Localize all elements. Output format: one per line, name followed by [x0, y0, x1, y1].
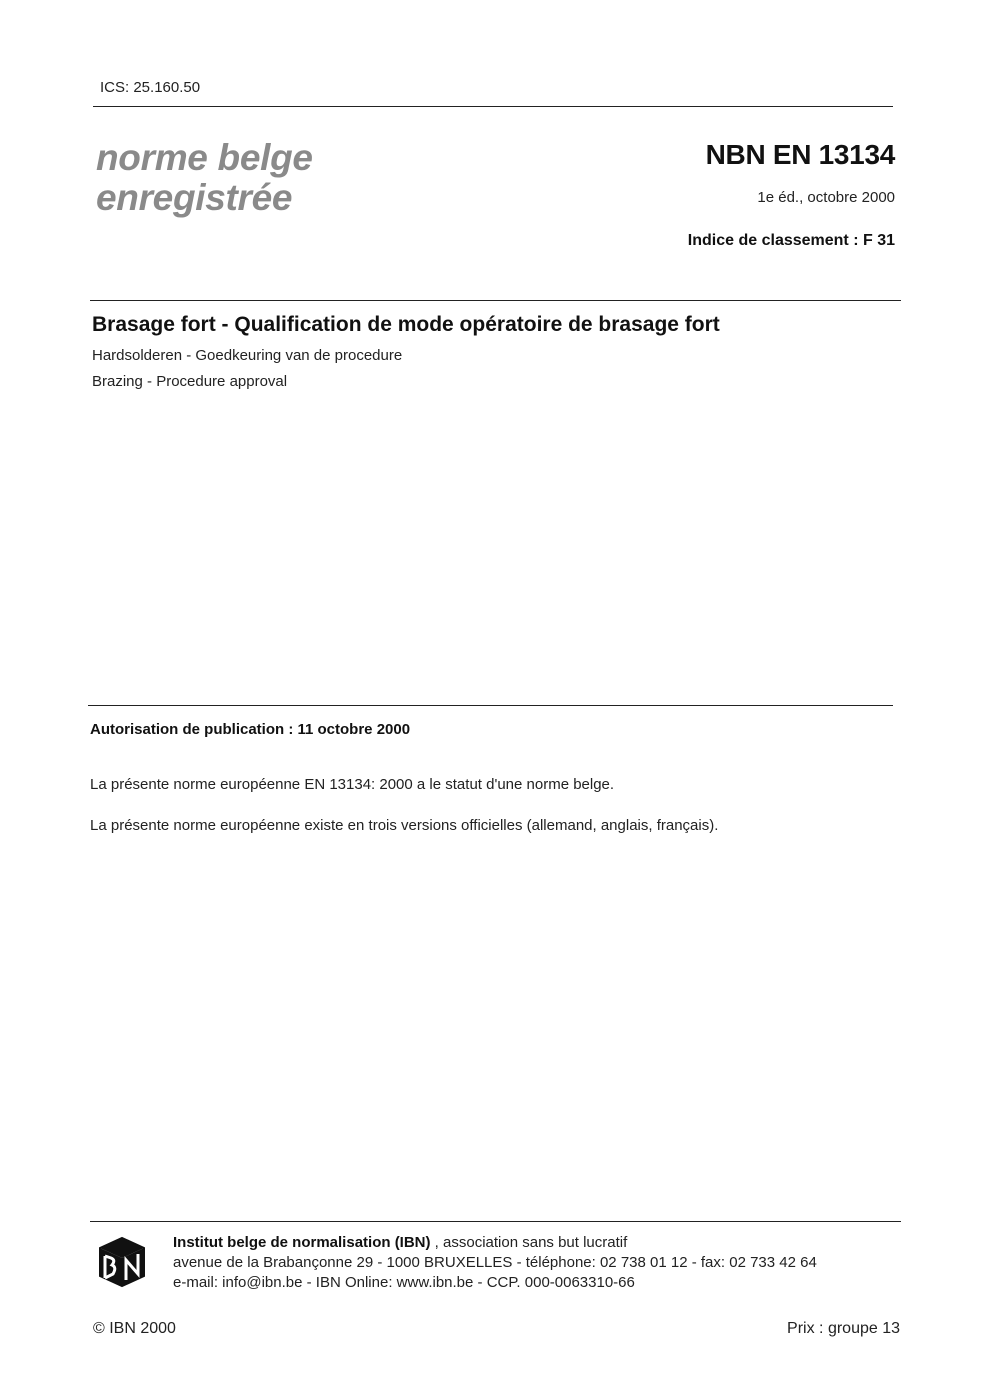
institute-suffix: , association sans but lucratif	[430, 1234, 628, 1251]
edition-date: 1e éd., octobre 2000	[757, 189, 895, 206]
ics-code: ICS: 25.160.50	[100, 79, 201, 96]
footer-address-block	[173, 1233, 817, 1293]
classification-index: Indice de classement : F 31	[687, 232, 895, 249]
price-group: Prix : groupe 13	[787, 1320, 900, 1337]
ibn-logo-icon	[96, 1234, 148, 1290]
footer-contact: e-mail: info@ibn.be - IBN Online: www.ibn.be - CCP. 000-0063310-66	[173, 1274, 635, 1291]
document-title-dutch: Hardsolderen - Goedkeuring van de procedure	[92, 347, 403, 364]
norme-label-line1: norme belge	[96, 137, 313, 178]
norme-label-line2: enregistrée	[96, 177, 293, 218]
copyright: © IBN 2000	[93, 1320, 176, 1337]
status-paragraph: La présente norme européenne EN 13134: 2000 a le statut d'une norme belge.	[90, 776, 615, 793]
norme-label	[96, 138, 313, 218]
document-title-french: Brasage fort - Qualification de mode opératoire de brasage fort	[92, 313, 720, 336]
title-divider	[90, 300, 901, 301]
header-divider	[93, 106, 893, 107]
institute-name: Institut belge de normalisation (IBN)	[173, 1234, 431, 1251]
publication-authorisation: Autorisation de publication : 11 octobre 2000	[90, 721, 411, 738]
standard-number: NBN EN 13134	[705, 139, 895, 170]
versions-paragraph: La présente norme européenne existe en trois versions officielles (allemand, anglais, français).	[90, 817, 719, 834]
footer-divider	[90, 1221, 901, 1222]
document-title-english: Brazing - Procedure approval	[92, 373, 288, 390]
footer-address: avenue de la Brabançonne 29 - 1000 BRUXELLES - téléphone: 02 738 01 12 - fax: 02 733 42 64	[173, 1254, 817, 1271]
body-divider	[88, 705, 893, 706]
footer-institute-line	[173, 1233, 817, 1253]
